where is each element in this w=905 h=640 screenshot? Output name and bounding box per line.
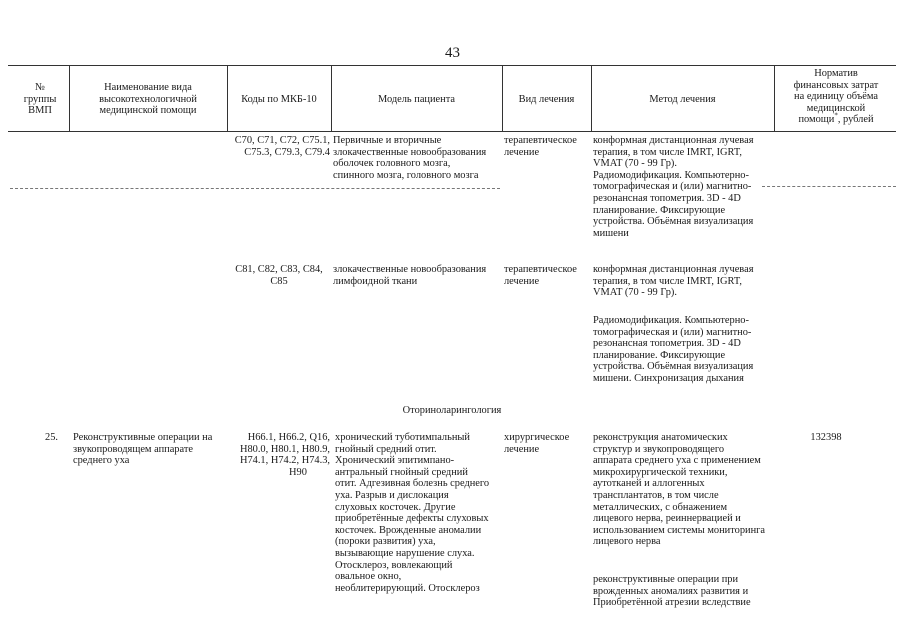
row1-model: Первичные и вторичные злокачественные новообразования оболочек головного мозга, спинного мозга, головного мозга xyxy=(333,135,487,181)
row3-method: реконструкция анатомических структур и звукопроводящего аппарата среднего уха с применением микрохирургической техники, аутотканей и аллогенных трансплантатов, в том числе металлических, с обнажением лицевого нерва, реиннервацией и использованием системы мониторинга лицевого нерва xyxy=(593,432,766,548)
page-number: 43 xyxy=(445,45,460,61)
row2-model: злокачественные новообразования лимфоидной ткани xyxy=(333,264,487,287)
row2-type: терапевтическое лечение xyxy=(504,264,577,287)
row1-method: конформная дистанционная лучевая терапия, в том числе IMRT, IGRT, VMAT (70 - 99 Гр). Радиомодификация. Компьютерно- томографическая и (или) магнитно- резонансная топометрия. 3D - 4D планирование. Фиксирующие устройства. Объёмная визуализация мишени xyxy=(593,135,754,239)
row1-codes: C70, C71, C72, C75.1, C75.3, C79.3, C79.4 xyxy=(234,135,330,158)
scan-artifact-left xyxy=(10,188,500,189)
col-divider-1 xyxy=(69,65,70,131)
header-method: Метод лечения xyxy=(649,94,716,105)
row3-number: 25. xyxy=(45,432,58,443)
row3-type: хирургическое лечение xyxy=(504,432,570,455)
row1-type: терапевтическое лечение xyxy=(504,135,577,158)
row2-method-cont: Радиомодификация. Компьютерно- томографическая и (или) магнитно- резонансная топометрия. 3D - 4D планирование. Фиксирующие устройства. Объёмная визуализация мишени. Синхронизация дыхания xyxy=(593,315,754,384)
row3-norm: 132398 xyxy=(810,432,842,443)
row3-model: хронический туботимпальный гнойный средний отит. Хронический эпитимпано- антральный гнойный средний отит. Адгезивная болезнь среднего уха. Разрыв и дислокация слуховых косточек. Другие приобретённые дефекты слуховых косточек. Врожденные аномалии (пороки развития) уха, вызывающие нарушение слуха. Отосклероз, вовлекающий овальное окно, необлитерирующий. Отосклероз xyxy=(335,432,490,594)
col-divider-5 xyxy=(591,65,592,131)
row2-method: конформная дистанционная лучевая терапия, в том числе IMRT, IGRT, VMAT (70 - 99 Гр). xyxy=(593,264,754,299)
row3-codes: H66.1, H66.2, Q16, H80.0, H80.1, H80.9, H74.1, H74.2, H74.3, H90 xyxy=(239,432,330,478)
header-group-no: № группы ВМП xyxy=(23,82,57,117)
col-divider-4 xyxy=(502,65,503,131)
header-top-rule xyxy=(8,65,896,66)
row3-method-cont: реконструктивные операции при врожденных аномалиях развития и Приобретённой атрезии вследствие xyxy=(593,574,751,609)
col-divider-6 xyxy=(774,65,775,131)
header-norm: Норматив финансовых затрат на единицу объёма медицинской помощи*, рублей xyxy=(793,68,879,126)
row3-name: Реконструктивные операции на звукопроводящем аппарате среднего уха xyxy=(73,432,213,467)
row2-codes: C81, C82, C83, C84, C85 xyxy=(235,264,323,287)
header-type: Вид лечения xyxy=(518,94,575,105)
header-model: Модель пациента xyxy=(377,94,456,105)
scan-artifact-right xyxy=(762,186,896,187)
col-divider-3 xyxy=(331,65,332,131)
header-codes: Коды по МКБ-10 xyxy=(241,94,317,105)
col-divider-2 xyxy=(227,65,228,131)
header-bottom-rule xyxy=(8,131,896,132)
header-name: Наименование вида высокотехнологичной медицинской помощи xyxy=(99,82,197,117)
section-title: Оториноларингология xyxy=(402,405,502,416)
